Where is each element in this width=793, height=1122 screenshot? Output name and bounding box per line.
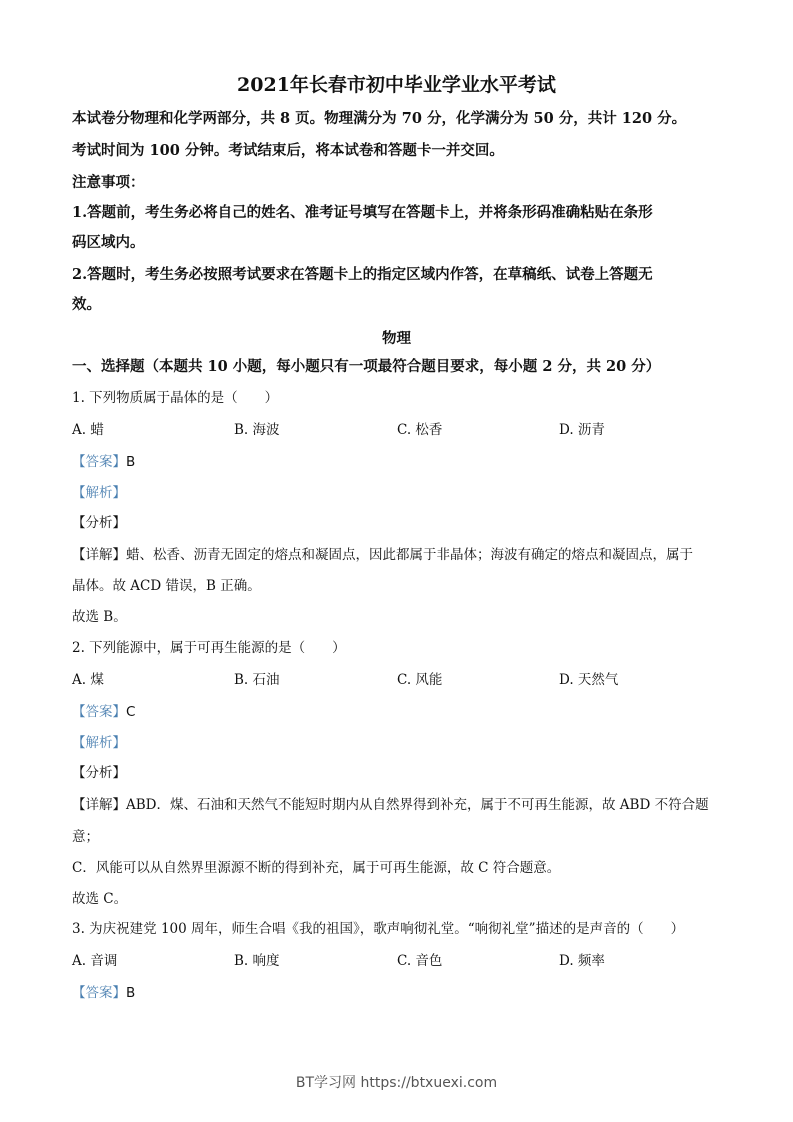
question-1-conclusion: 故选 B。 — [72, 609, 127, 625]
question-3-stem: 3. 为庆祝建党 100 周年，师生合唱《我的祖国》，歌声响彻礼堂。“响彻礼堂”描述的是声音的（ ） — [72, 921, 685, 937]
note-1-line-1: 1.答题前，考生务必将自己的姓名、准考证号填写在答题卡上，并将条形码准确粘贴在条形 — [72, 204, 653, 221]
xiangjie-label: 【详解】 — [72, 547, 126, 563]
question-1-option-a: A. 蜡 — [72, 422, 104, 438]
answer-value: B — [126, 985, 136, 1001]
question-2-option-a: A. 煤 — [72, 672, 104, 688]
question-2-option-c: C. 风能 — [397, 672, 443, 688]
question-2-detail-line-1 — [72, 796, 709, 814]
question-1-stem: 1. 下列物质属于晶体的是（ ） — [72, 390, 279, 406]
question-1-option-c: C. 松香 — [397, 422, 443, 438]
answer-label: 【答案】 — [72, 454, 126, 470]
exam-title: 2021年长春市初中毕业学业水平考试 — [237, 74, 556, 96]
xiangjie-label: 【详解】 — [72, 797, 126, 813]
question-3-option-b: B. 响度 — [234, 953, 280, 969]
answer-label: 【答案】 — [72, 704, 126, 720]
question-2-conclusion: 故选 C。 — [72, 891, 128, 907]
question-3-answer — [72, 984, 135, 1002]
intro-line-1: 本试卷分物理和化学两部分，共 8 页。物理满分为 70 分，化学满分为 50 分，共计 120 分。 — [72, 110, 687, 127]
question-1-option-b: B. 海波 — [234, 422, 280, 438]
question-2-option-d: D. 天然气 — [559, 672, 619, 688]
jiexi-label: 【解析】 — [72, 485, 126, 501]
intro-line-2: 考试时间为 100 分钟。考试结束后，将本试卷和答题卡一并交回。 — [72, 142, 504, 159]
detail-text: ABD．煤、石油和天然气不能短时期内从自然界得到补充，属于不可再生能源，故 ABD 不符合题 — [126, 797, 709, 813]
section-heading: 一、选择题（本题共 10 小题，每小题只有一项最符合题目要求，每小题 2 分，共 20 分） — [72, 358, 661, 375]
question-1-detail-line-1 — [72, 546, 693, 564]
note-1-line-2: 码区域内。 — [72, 234, 145, 251]
question-2-stem: 2. 下列能源中，属于可再生能源的是（ ） — [72, 640, 346, 656]
detail-text: 蜡、松香、沥青无固定的熔点和凝固点，因此都属于非晶体；海波有确定的熔点和凝固点，属于 — [126, 547, 693, 563]
question-2-detail-line-2: 意； — [72, 829, 99, 845]
watermark-footer: BT学习网 https://btxuexi.com — [295, 1075, 498, 1091]
question-1-option-d: D. 沥青 — [559, 422, 605, 438]
note-2-line-2: 效。 — [72, 296, 101, 313]
answer-label: 【答案】 — [72, 985, 126, 1001]
question-3-option-c: C. 音色 — [397, 953, 443, 969]
jiexi-label: 【解析】 — [72, 735, 126, 751]
answer-value: C — [126, 704, 136, 720]
question-2-answer — [72, 703, 135, 721]
notes-heading: 注意事项： — [72, 174, 145, 191]
note-2-line-1: 2.答题时，考生务必按照考试要求在答题卡上的指定区域内作答，在草稿纸、试卷上答题无 — [72, 266, 653, 283]
question-3-option-d: D. 频率 — [559, 953, 605, 969]
fenxi-label: 【分析】 — [72, 765, 126, 781]
question-2-option-b: B. 石油 — [234, 672, 280, 688]
question-3-option-a: A. 音调 — [72, 953, 118, 969]
subject-heading: 物理 — [382, 330, 411, 347]
question-1-detail-line-2: 晶体。故 ACD 错误，B 正确。 — [72, 578, 261, 594]
question-2-detail-line-3: C．风能可以从自然界里源源不断的得到补充，属于可再生能源，故 C 符合题意。 — [72, 860, 561, 876]
question-1-answer — [72, 453, 135, 471]
fenxi-label: 【分析】 — [72, 515, 126, 531]
answer-value: B — [126, 454, 136, 470]
